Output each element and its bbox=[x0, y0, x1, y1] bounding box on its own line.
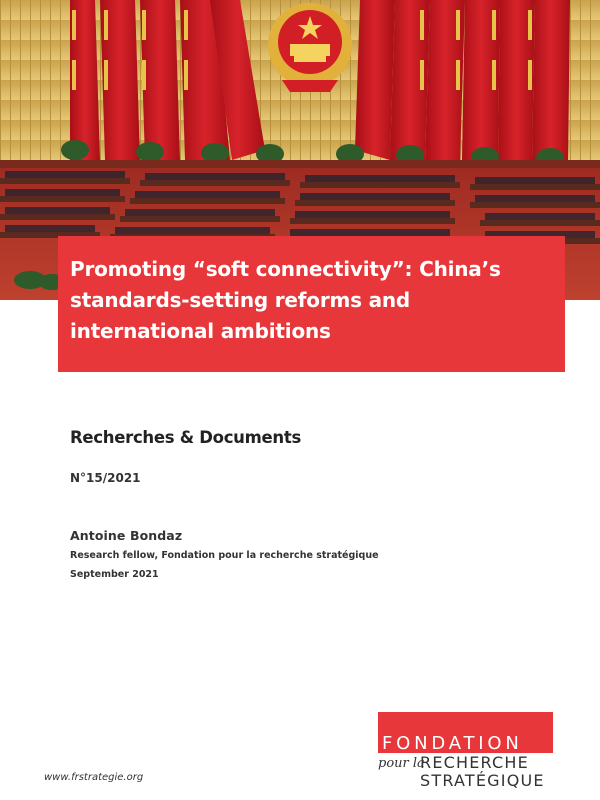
logo-pourla-text: pour la bbox=[378, 756, 425, 771]
series-name: Recherches & Documents bbox=[70, 428, 301, 447]
publication-date: September 2021 bbox=[70, 569, 159, 580]
logo-strategique-text: STRATÉGIQUE bbox=[420, 771, 545, 790]
frs-logo bbox=[378, 712, 553, 792]
document-title: Promoting “soft connectivity”: China’s standards-setting reforms and international ambitions bbox=[70, 257, 501, 343]
logo-recherche-text: RECHERCHE bbox=[420, 753, 529, 772]
author-affiliation: Research fellow, Fondation pour la recherche stratégique bbox=[70, 550, 379, 561]
author-name: Antoine Bondaz bbox=[70, 528, 183, 543]
issue-number: N°15/2021 bbox=[70, 471, 141, 485]
website-link[interactable]: www.frstrategie.org bbox=[44, 772, 144, 783]
title-box bbox=[58, 236, 565, 372]
logo-fondation-text: FONDATION bbox=[382, 733, 523, 754]
